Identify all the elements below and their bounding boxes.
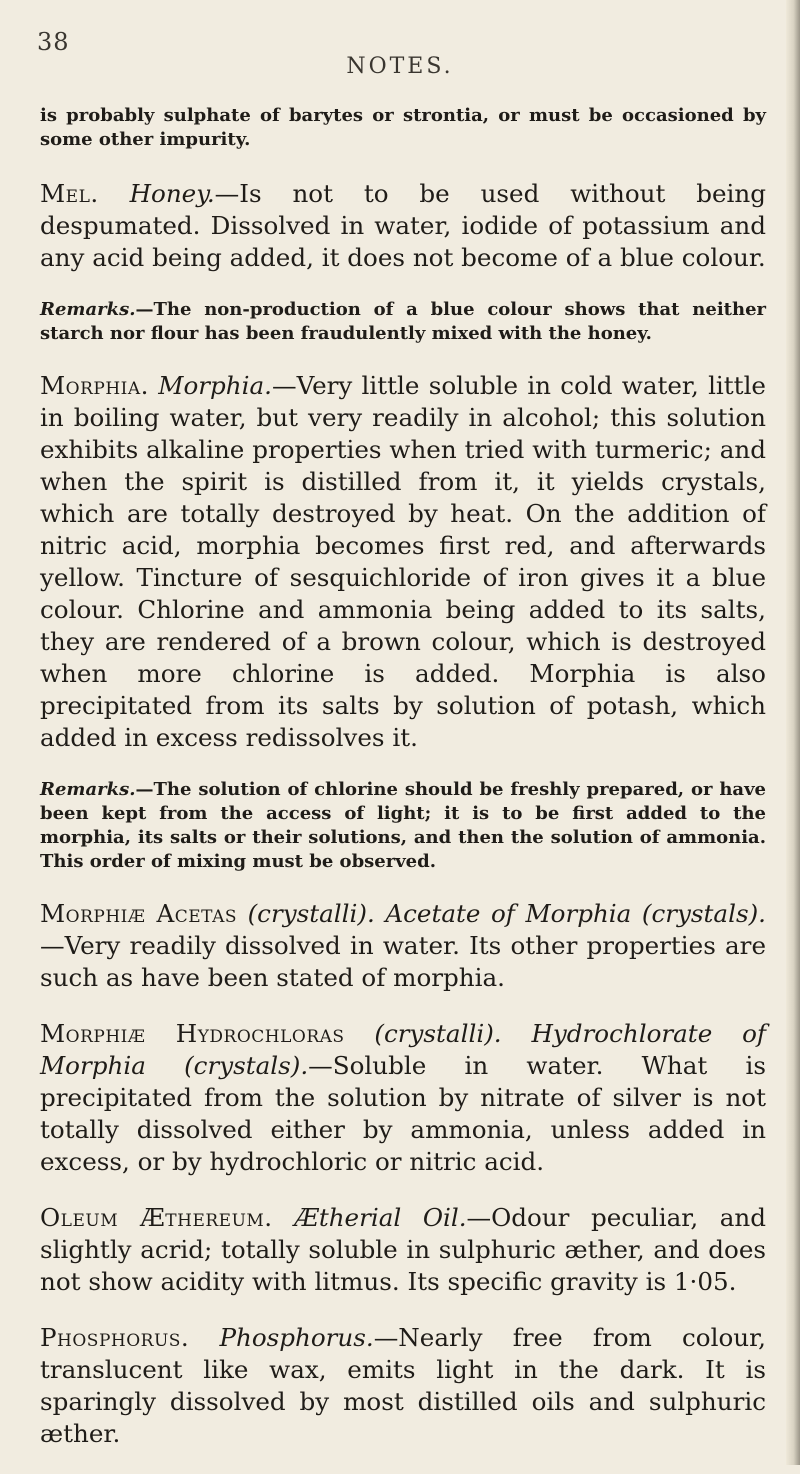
- entry-text: —Very readily dissolved in water. Its other properties are such as have been stated of morphia.: [40, 931, 766, 992]
- remarks-morphia: [40, 778, 766, 874]
- entry-text: —Nearly free from colour, translucent like wax, emits light in the dark. It is sparingly dissolved by most distilled oils and sulphuric æther.: [40, 1323, 766, 1448]
- entry-text: —Odour peculiar, and slightly acrid; totally soluble in sulphuric æther, and does not show acidity with litmus. Its specific gravity is 1·05.: [40, 1203, 766, 1296]
- running-head: NOTES.: [346, 54, 454, 79]
- latin-name: Morphiæ Acetas: [40, 899, 237, 928]
- english-name: Acetate of Morphia: [385, 899, 632, 928]
- continued-paragraph: [40, 104, 766, 152]
- english-name: Phosphorus.: [219, 1323, 374, 1352]
- remarks-text: —The solution of chlorine should be freshly prepared, or have been kept from the access of light; it is to be first added to the morphia, its salts or their solutions, and then the solution of ammonia. This order of mixing must be observed.: [40, 779, 766, 872]
- page-number: 38: [37, 28, 70, 56]
- paragraph-text: is probably sulphate of barytes or strontia, or must be occasioned by some other impurity.: [40, 105, 766, 150]
- latin-note: (crystalli).: [247, 899, 375, 928]
- latin-name: Oleum Æthereum.: [40, 1203, 273, 1232]
- entry-mel: [40, 178, 766, 274]
- latin-name: Mel.: [40, 179, 99, 208]
- page-body: [40, 104, 766, 1474]
- latin-name: Morphiæ Hydrochloras: [40, 1019, 345, 1048]
- english-note: (crystals).: [641, 899, 766, 928]
- latin-name: Morphia.: [40, 371, 149, 400]
- english-name: Morphia.: [158, 371, 272, 400]
- entry-text: —Very little soluble in cold water, little in boiling water, but very readily in alcohol; this solution exhibits alkaline properties when tried with turmeric; and when the spirit is distilled from it, it yields crystals, which are totally destroyed by heat. On the addition of nitric acid, morphia becomes first red, and afterwards yellow. Tincture of sesquichloride of iron gives it a blue colour. Chlorine and ammonia being added to its salts, they are rendered of a brown colour, which is destroyed when more chlorine is added. Morphia is also precipitated from its salts by solution of potash, which added in excess redissolves it.: [40, 371, 766, 752]
- latin-note: (crystalli).: [374, 1019, 502, 1048]
- latin-name: Phosphorus.: [40, 1323, 190, 1352]
- remarks-mel: [40, 298, 766, 346]
- english-name: Ætherial Oil.: [294, 1203, 467, 1232]
- entry-phosphorus: [40, 1322, 766, 1450]
- remarks-text: —The non-production of a blue colour shows that neither starch nor flour has been fraudulently mixed with the honey.: [40, 299, 766, 344]
- english-note: (crystals).: [184, 1051, 309, 1080]
- entry-morphia: [40, 370, 766, 754]
- english-name: Hydrochlorate of Morphia: [40, 1019, 766, 1080]
- english-name: Honey.: [129, 179, 215, 208]
- entry-morphiae-hydrochloras: [40, 1018, 766, 1178]
- entry-morphiae-acetas: [40, 898, 766, 994]
- remarks-label: Remarks.: [40, 299, 136, 320]
- page-edge-shadow: [786, 0, 800, 1465]
- entry-oleum-aethereum: [40, 1202, 766, 1298]
- remarks-label: Remarks.: [40, 779, 136, 800]
- entry-text: —Is not to be used without being despumated. Dissolved in water, iodide of potassium and any acid being added, it does not become of a blue colour.: [40, 179, 766, 272]
- entry-text: —Soluble in water. What is precipitated from the solution by nitrate of silver is not totally dissolved either by ammonia, unless added in excess, or by hydrochloric or nitric acid.: [40, 1051, 766, 1176]
